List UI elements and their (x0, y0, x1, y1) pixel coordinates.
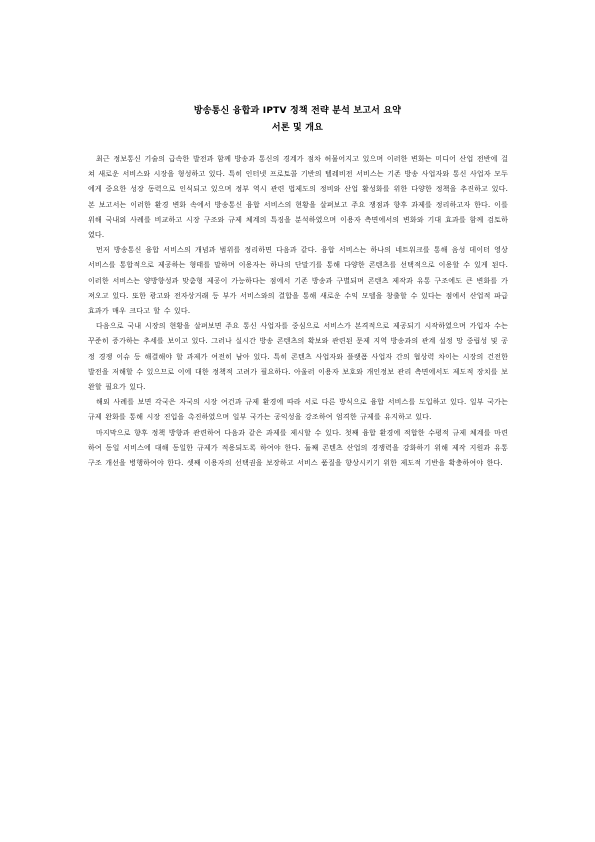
body-paragraph: 다음으로 국내 시장의 현황을 살펴보면 주요 통신 사업자를 중심으로 서비스가 본격적으로 제공되기 시작하였으며 가입자 수는 꾸준히 증가하는 추세를 보이고 있다. 그러나 실시간 방송 콘텐츠의 확보와 관련된 문제 지역 방송과의 관계 설정 망 중립성 및 공정 경쟁 이슈 등 해결해야 할 과제가 여전히 남아 있다. 특히 콘텐츠 사업자와 플랫폼 사업자 간의 협상력 차이는 시장의 건전한 발전을 저해할 수 있으므로 이에 대한 정책적 고려가 필요하다. 아울러 이용자 보호와 개인정보 관리 측면에서도 제도적 장치를 보완할 필요가 있다. (88, 322, 508, 392)
document-subtitle: 서론 및 개요 (271, 123, 324, 133)
document-body (88, 152, 508, 471)
body-paragraph: 마지막으로 향후 정책 방향과 관련하여 다음과 같은 과제를 제시할 수 있다. 첫째 융합 환경에 적합한 수평적 규제 체계를 마련하여 동일 서비스에 대해 동일한 규제가 적용되도록 하여야 한다. 둘째 콘텐츠 산업의 경쟁력을 강화하기 위해 제작 지원과 유통 구조 개선을 병행하여야 한다. 셋째 이용자의 선택권을 보장하고 서비스 품질을 향상시키기 위한 제도적 기반을 확충하여야 한다. (88, 428, 508, 468)
document-title: 방송통신 융합과 IPTV 정책 전략 분석 보고서 요약 (193, 106, 402, 116)
body-paragraph: 최근 정보통신 기술의 급속한 발전과 함께 방송과 통신의 경계가 점차 허물어지고 있으며 이러한 변화는 미디어 산업 전반에 걸쳐 새로운 서비스와 시장을 형성하고 있다. 특히 인터넷 프로토콜 기반의 텔레비전 서비스는 기존 방송 사업자와 통신 사업자 모두에게 중요한 성장 동력으로 인식되고 있으며 정부 역시 관련 법제도의 정비와 산업 활성화를 위한 다양한 정책을 추진하고 있다. 본 보고서는 이러한 환경 변화 속에서 방송통신 융합 서비스의 현황을 살펴보고 주요 쟁점과 향후 과제를 정리하고자 한다. 이를 위해 국내외 사례를 비교하고 시장 구조와 규제 체계의 특징을 분석하였으며 이용자 측면에서의 변화와 기대 효과를 함께 검토하였다. (88, 155, 508, 240)
body-paragraph: 먼저 방송통신 융합 서비스의 개념과 범위를 정리하면 다음과 같다. 융합 서비스는 하나의 네트워크를 통해 음성 데이터 영상 서비스를 통합적으로 제공하는 형태를 말하며 이용자는 하나의 단말기를 통해 다양한 콘텐츠를 선택적으로 이용할 수 있게 된다. 이러한 서비스는 양방향성과 맞춤형 제공이 가능하다는 점에서 기존 방송과 구별되며 콘텐츠 제작과 유통 구조에도 큰 변화를 가져오고 있다. 또한 광고와 전자상거래 등 부가 서비스와의 결합을 통해 새로운 수익 모델을 창출할 수 있다는 점에서 산업적 파급 효과가 매우 크다고 할 수 있다. (88, 246, 508, 316)
body-paragraph: 해외 사례를 보면 각국은 자국의 시장 여건과 규제 환경에 따라 서로 다른 방식으로 융합 서비스를 도입하고 있다. 일부 국가는 규제 완화를 통해 시장 진입을 촉진하였으며 일부 국가는 공익성을 강조하여 엄격한 규제를 유지하고 있다. (88, 398, 508, 422)
